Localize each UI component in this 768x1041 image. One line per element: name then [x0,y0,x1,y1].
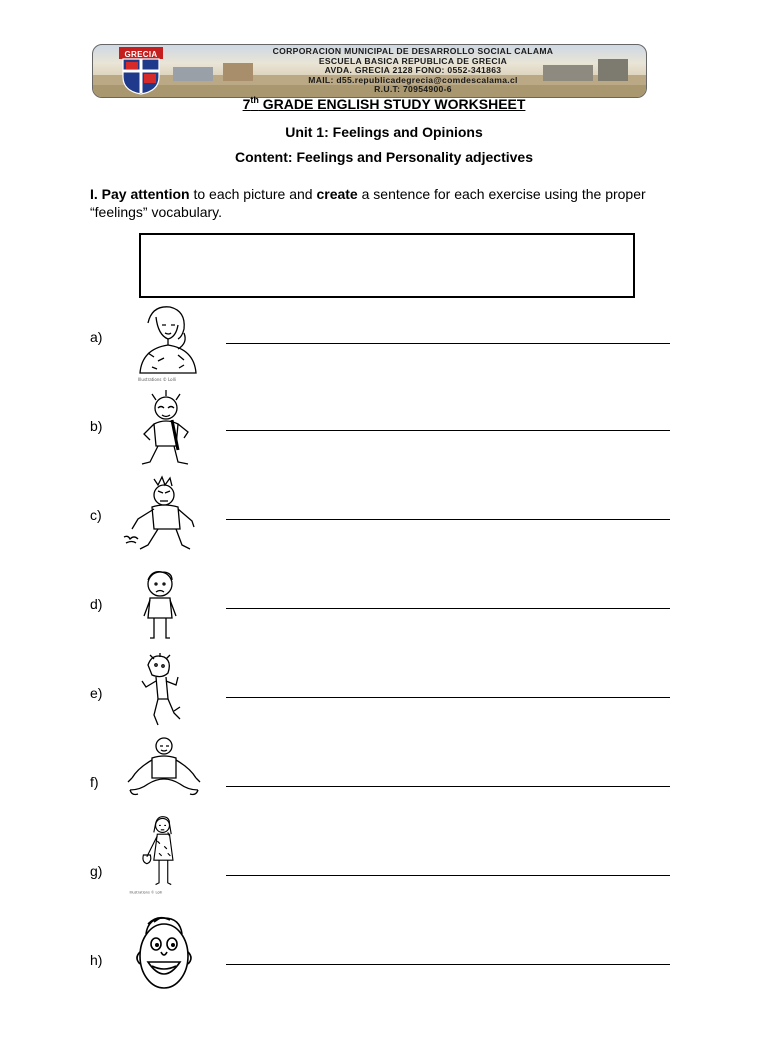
answer-line[interactable] [226,430,670,431]
header-line: R.U.T: 70954900-6 [374,84,452,95]
sad-boy-picture [118,566,214,646]
exercise-label: f) [90,774,99,790]
exercise-item [0,596,768,685]
relaxed-man-picture [118,734,214,814]
svg-text:Illustrations © Lolli: Illustrations © Lolli [138,377,176,382]
answer-line[interactable] [226,343,670,344]
exercise-item [0,774,768,863]
exercise-label: e) [90,685,103,701]
exercise-label: b) [90,418,103,434]
worried-woman-picture [118,303,214,383]
answer-line[interactable] [226,875,670,876]
exercise-item [0,952,768,1041]
exercise-label: g) [90,863,103,879]
exercise-label: d) [90,596,103,612]
answer-line[interactable] [226,519,670,520]
exercise-item [0,329,768,418]
vocabulary-box[interactable] [139,233,635,298]
exercise-label: a) [90,329,103,345]
header-line: CORPORACION MUNICIPAL DE DESARROLLO SOCIAL CALAMA [272,46,554,56]
answer-line[interactable] [226,608,670,609]
instructions-text: I. Pay attention to each picture and create a sentence for each exercise using the proper “feelings” vocabulary. [90,186,646,220]
answer-line[interactable] [226,697,670,698]
answer-line[interactable] [226,786,670,787]
answer-line[interactable] [226,964,670,965]
crest-label: GRECIA [124,50,158,59]
happy-face-picture [118,916,214,996]
school-info-text [183,47,643,95]
scared-man-picture [118,653,214,733]
exercise-label: h) [90,952,103,968]
content-title: Content: Feelings and Personality adjectives [235,149,533,165]
header-line: MAIL: d55.republicadegrecia@comdescalama.cl [308,74,518,85]
exercise-item [0,863,768,952]
header-line: ESCUELA BASICA REPUBLICA DE GRECIA [318,55,508,66]
exercise-item [0,418,768,507]
worksheet-title: 7th GRADE ENGLISH STUDY WORKSHEET [242,95,526,112]
exercise-item [0,685,768,774]
exercise-item [0,507,768,596]
shy-girl-picture [118,815,214,895]
school-header-banner [92,44,647,98]
dizzy-man-picture [118,390,214,470]
angry-man-picture [118,475,214,555]
svg-text:Illustrations © Lolli: Illustrations © Lolli [129,890,163,895]
exercise-label: c) [90,507,102,523]
unit-title: Unit 1: Feelings and Opinions [285,124,483,140]
header-line: AVDA. GRECIA 2128 FONO: 0552-341863 [324,65,502,76]
